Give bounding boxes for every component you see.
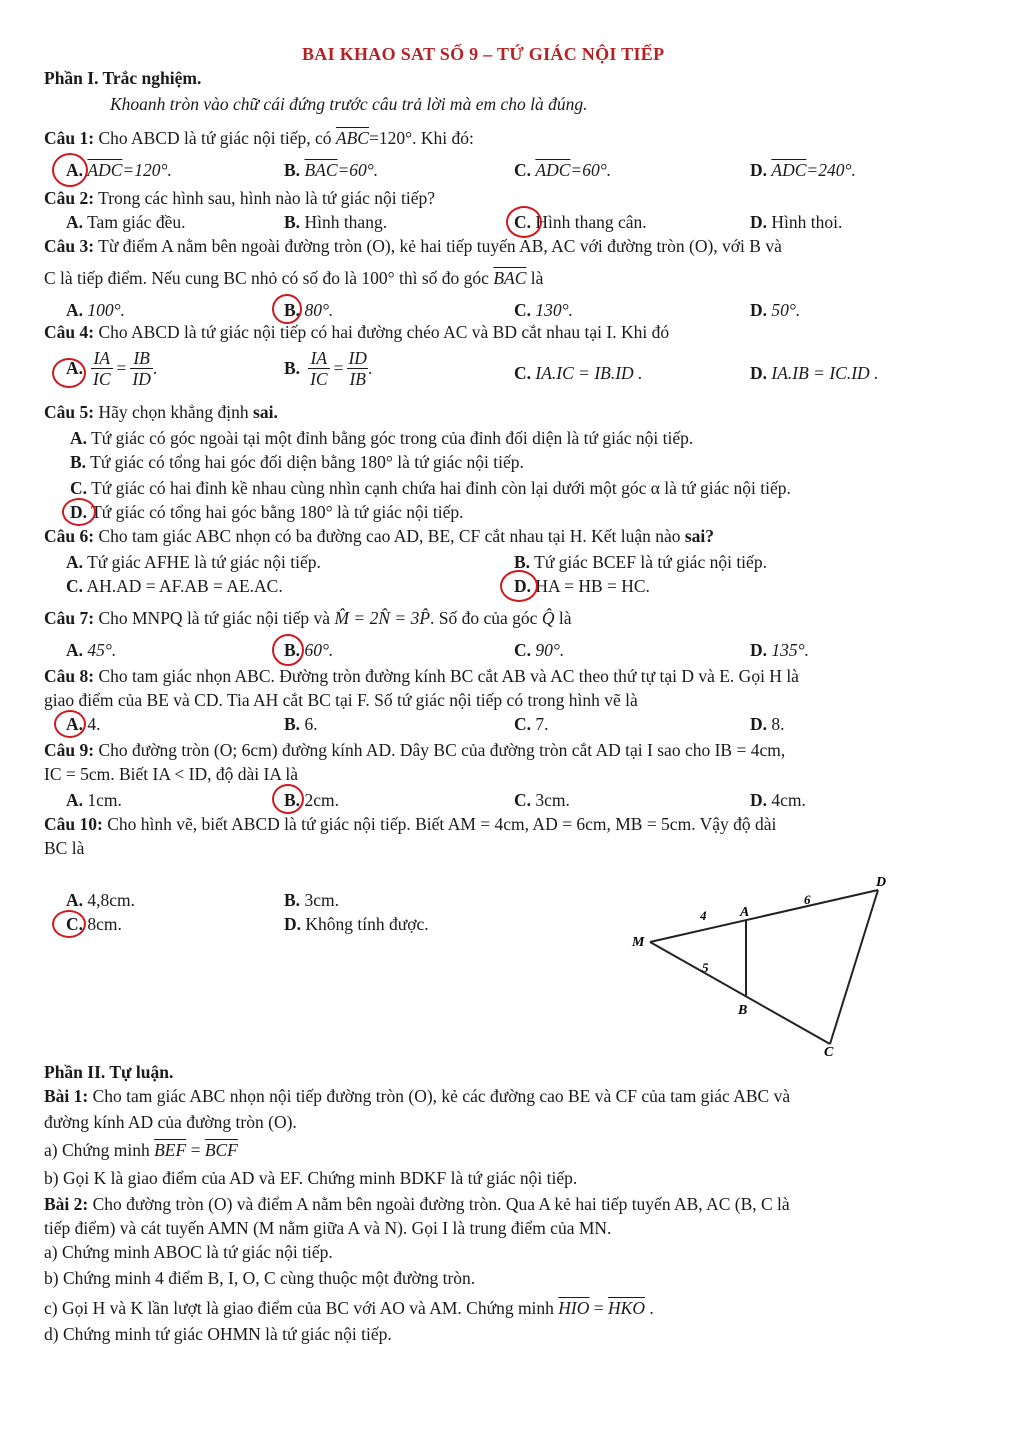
answer-circle-q5 [62,498,96,526]
length-ad: 6 [804,892,811,907]
bai2-part-b: b) Chứng minh 4 điểm B, I, O, C cùng thuộc một đường tròn. [44,1268,476,1288]
q10-option-c[interactable]: C. 8cm. [66,914,122,934]
q9-option-a[interactable]: A. 1cm. [66,790,122,810]
q1-option-a[interactable]: A. $\overline{ADC}=120^\circ$. [66,160,172,180]
q7-option-c[interactable]: C. 90°. [514,640,565,660]
label-a: A [740,905,750,920]
q10-option-b[interactable]: B. 3cm. [284,890,339,910]
bai2-part-a: a) Chứng minh ABOC là tứ giác nội tiếp. [44,1242,333,1262]
q10-figure [620,868,900,1068]
bai2-line2: tiếp điểm) và cát tuyến AMN (M nằm giữa A và N). Gọi I là trung điểm của MN. [44,1218,612,1238]
length-ma: 4 [700,908,707,923]
q5-option-d[interactable]: D. Tứ giác có tổng hai góc bằng 180° là tứ giác nội tiếp. [70,502,464,522]
part2-heading: Phần II. Tự luận. [44,1062,174,1082]
q8-stem-line1: Câu 8: Cho tam giác nhọn ABC. Đường tròn đường kính BC cắt AB và AC theo thứ tự tại D và E. Gọi H là [44,666,799,686]
q4-option-a[interactable]: A. $\frac{IA}{IC}$ = $\frac{IB}{ID}$ . [66,348,158,390]
q5-stem: Câu 5: Hãy chọn khẳng định sai. [44,402,278,422]
bai2-part-d: d) Chứng minh tứ giác OHMN là tứ giác nội tiếp. [44,1324,392,1344]
q3-stem-line1: Câu 3: Từ điểm A nằm bên ngoài đường tròn (O), kẻ hai tiếp tuyến AB, AC với đường tròn (O), với B và [44,236,782,256]
q9-option-c[interactable]: C. 3cm. [514,790,570,810]
answer-circle-q3 [272,294,302,324]
q2-option-b[interactable]: B. Hình thang. [284,212,388,232]
q5-option-c[interactable]: C. Tứ giác có hai đỉnh kề nhau cùng nhìn cạnh chứa hai đỉnh còn lại dưới một góc α là tứ giác nội tiếp. [70,478,791,498]
answer-circle-q2 [506,206,542,238]
q8-option-b[interactable]: B. 6. [284,714,318,734]
q1-option-b[interactable]: B. $\overline{BAC}=60^\circ$. [284,160,379,180]
label-m: M [632,935,645,950]
q2-stem: Câu 2: Trong các hình sau, hình nào là tứ giác nội tiếp? [44,188,436,208]
q1-option-d[interactable]: D. $\overline{ADC}=240^\circ$. [750,160,856,180]
q2-option-a[interactable]: A. Tam giác đều. [66,212,186,232]
q2-option-c[interactable]: C. Hình thang cân. [514,212,647,232]
line-m-c [650,942,830,1044]
bai1-part-b: b) Gọi K là giao điểm của AD và EF. Chứng minh BDKF là tứ giác nội tiếp. [44,1168,578,1188]
q6-option-a[interactable]: A. Tứ giác AFHE là tứ giác nội tiếp. [66,552,321,572]
q8-option-d[interactable]: D. 8. [750,714,785,734]
answer-circle-q8 [54,710,86,738]
q8-option-c[interactable]: C. 7. [514,714,549,734]
q4-option-c[interactable]: C. IA.IC = IB.ID . [514,363,643,383]
bai1-line1: Bài 1: Cho tam giác ABC nhọn nội tiếp đường tròn (O), kẻ các đường cao BE và CF của tam giác ABC và [44,1086,791,1106]
q1-stem: Câu 1: Cho ABCD là tứ giác nội tiếp, có $\overline{ABC}=120^\circ$. Khi đó: [44,128,474,148]
q5-option-b[interactable]: B. Tứ giác có tổng hai góc đối diện bằng 180° là tứ giác nội tiếp. [70,452,524,472]
q9-option-b[interactable]: B. 2cm. [284,790,339,810]
q3-option-d[interactable]: D. 50°. [750,300,801,320]
q8-stem-line2: giao điểm của BE và CD. Tia AH cắt BC tại F. Số tứ giác nội tiếp có trong hình vẽ là [44,690,638,710]
q6-option-c[interactable]: C. AH.AD = AF.AB = AE.AC. [66,576,283,596]
q3-option-c[interactable]: C. 130°. [514,300,574,320]
q7-option-d[interactable]: D. 135°. [750,640,810,660]
bai2-part-c: c) Gọi H và K lần lượt là giao điểm của BC với AO và AM. Chứng minh $\overline{HIO} = \overline{HKO}$ . [44,1298,654,1318]
q9-stem-line1: Câu 9: Cho đường tròn (O; 6cm) đường kính AD. Dây BC của đường tròn cắt AD tại I sao cho IB = 4cm, [44,740,786,760]
q8-option-a[interactable]: A. 4. [66,714,101,734]
bai2-line1: Bài 2: Cho đường tròn (O) và điểm A nằm bên ngoài đường tròn. Qua A kẻ hai tiếp tuyến AB, AC (B, C là [44,1194,790,1214]
q3-option-b[interactable]: B. 80°. [284,300,334,320]
q2-option-d[interactable]: D. Hình thoi. [750,212,843,232]
q10-stem-line2: BC là [44,838,85,858]
q7-option-a[interactable]: A. 45°. [66,640,117,660]
q6-option-d[interactable]: D. HA = HB = HC. [514,576,650,596]
q4-option-b[interactable]: B. $\frac{IA}{IC}$ = $\frac{ID}{IB}$ . [284,348,373,390]
label-c: C [824,1045,834,1060]
q1-option-c[interactable]: C. $\overline{ADC}=60^\circ$. [514,160,612,180]
label-d: D [876,875,887,890]
page-title: BAI KHAO SAT SỐ 9 – TỨ GIÁC NỘI TIẾP [302,44,665,64]
answer-circle-q7 [272,634,304,666]
answer-circle-q9 [272,784,304,814]
q9-option-d[interactable]: D. 4cm. [750,790,806,810]
q7-stem: Câu 7: Cho MNPQ là tứ giác nội tiếp và M̂ = 2N̂ = 3P̂. Số đo của góc Q̂ là [44,608,572,628]
q7-option-b[interactable]: B. 60°. [284,640,334,660]
length-mb: 5 [702,960,709,975]
part1-heading: Phần I. Trắc nghiệm. [44,68,202,88]
q9-stem-line2: IC = 5cm. Biết IA < ID, độ dài IA là [44,764,299,784]
line-d-c [830,890,878,1044]
q6-stem: Câu 6: Cho tam giác ABC nhọn có ba đường cao AD, BE, CF cắt nhau tại H. Kết luận nào sai? [44,526,715,546]
q10-option-d[interactable]: D. Không tính được. [284,914,429,934]
q5-option-a[interactable]: A. Tứ giác có góc ngoài tại một đỉnh bằng góc trong của đỉnh đối diện là tứ giác nội tiếp. [70,428,694,448]
answer-circle-q6 [500,570,538,602]
q4-option-d[interactable]: D. IA.IB = IC.ID . [750,363,879,383]
part1-instruction: Khoanh tròn vào chữ cái đứng trước câu trả lời mà em cho là đúng. [110,94,588,114]
q6-option-b[interactable]: B. Tứ giác BCEF là tứ giác nội tiếp. [514,552,767,572]
bai1-line2: đường kính AD của đường tròn (O). [44,1112,297,1132]
q3-stem-line2: C là tiếp điểm. Nếu cung BC nhỏ có số đo là 100° thì số đo góc $\overline{BAC}$ là [44,268,544,288]
label-b: B [738,1003,748,1018]
bai1-part-a: a) Chứng minh $\overline{BEF} = \overline{BCF}$ [44,1140,238,1160]
q10-stem-line1: Câu 10: Cho hình vẽ, biết ABCD là tứ giác nội tiếp. Biết AM = 4cm, AD = 6cm, MB = 5cm. Vậy độ dài [44,814,777,834]
q10-option-a[interactable]: A. 4,8cm. [66,890,136,910]
answer-circle-q10 [52,910,86,938]
line-m-d [650,890,878,942]
q3-option-a[interactable]: A. 100°. [66,300,126,320]
answer-circle-q4 [52,358,86,388]
answer-circle-q1 [52,153,88,187]
q4-stem: Câu 4: Cho ABCD là tứ giác nội tiếp có hai đường chéo AC và BD cắt nhau tại I. Khi đó [44,322,670,342]
